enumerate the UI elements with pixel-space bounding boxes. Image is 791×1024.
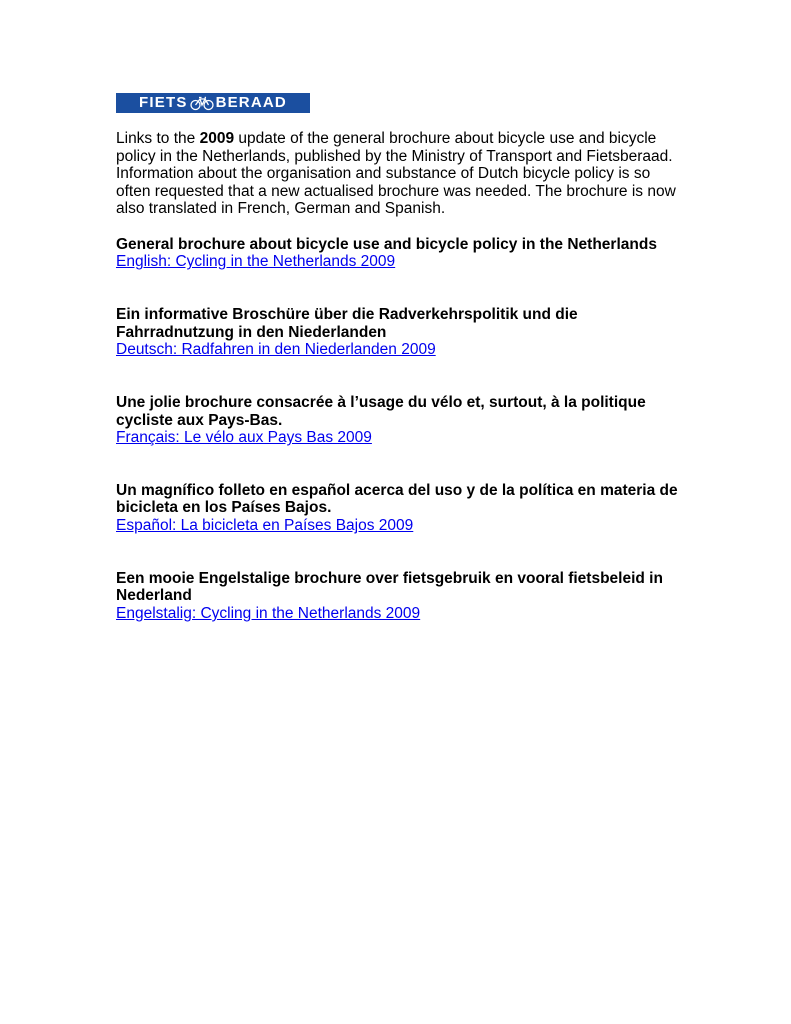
section-title: Een mooie Engelstalige brochure over fietsgebruik en vooral fietsbeleid in Nederland <box>116 569 663 605</box>
brochure-link-dutch[interactable]: Engelstalig: Cycling in the Netherlands 2009 <box>116 605 421 623</box>
section-german <box>116 306 686 359</box>
section-title: Ein informative Broschüre über die Radverkehrspolitik und die Fahrradnutzung in den Niederlanden <box>116 305 578 341</box>
section-dutch <box>116 570 686 623</box>
logo-right-text: BERAAD <box>215 94 287 111</box>
brochure-link-spanish[interactable]: Español: La bicicleta en Países Bajos 2009 <box>116 517 414 535</box>
intro-paragraph <box>116 130 686 218</box>
section-title: Une jolie brochure consacrée à l’usage du vélo et, surtout, à la politique cycliste aux Pays-Bas. <box>116 393 646 429</box>
bicycle-icon <box>190 95 214 111</box>
brochure-link-english[interactable]: English: Cycling in the Netherlands 2009 <box>116 253 396 271</box>
section-spanish <box>116 482 686 535</box>
fietsberaad-logo <box>116 93 310 113</box>
logo-left-text: FIETS <box>139 94 188 111</box>
document-body <box>116 130 686 623</box>
intro-prefix: Links to the <box>116 130 200 147</box>
section-title: General brochure about bicycle use and bicycle policy in the Netherlands <box>116 235 657 253</box>
brochure-link-german[interactable]: Deutsch: Radfahren in den Niederlanden 2009 <box>116 341 436 359</box>
intro-year: 2009 <box>199 130 235 147</box>
section-french <box>116 394 686 447</box>
intro-suffix: update of the general brochure about bicycle use and bicycle policy in the Netherlands, published by the Ministry of Transport and Fietsberaad. Information about the organisation and substance of Dutch bicycle policy is so often requested that a new actualised brochure was needed. The brochure is now also translated in French, German and Spanish. <box>116 130 676 218</box>
brochure-link-french[interactable]: Français: Le vélo aux Pays Bas 2009 <box>116 429 372 447</box>
section-english <box>116 236 686 271</box>
section-title: Un magnífico folleto en español acerca del uso y de la política en materia de bicicleta en los Países Bajos. <box>116 481 678 517</box>
